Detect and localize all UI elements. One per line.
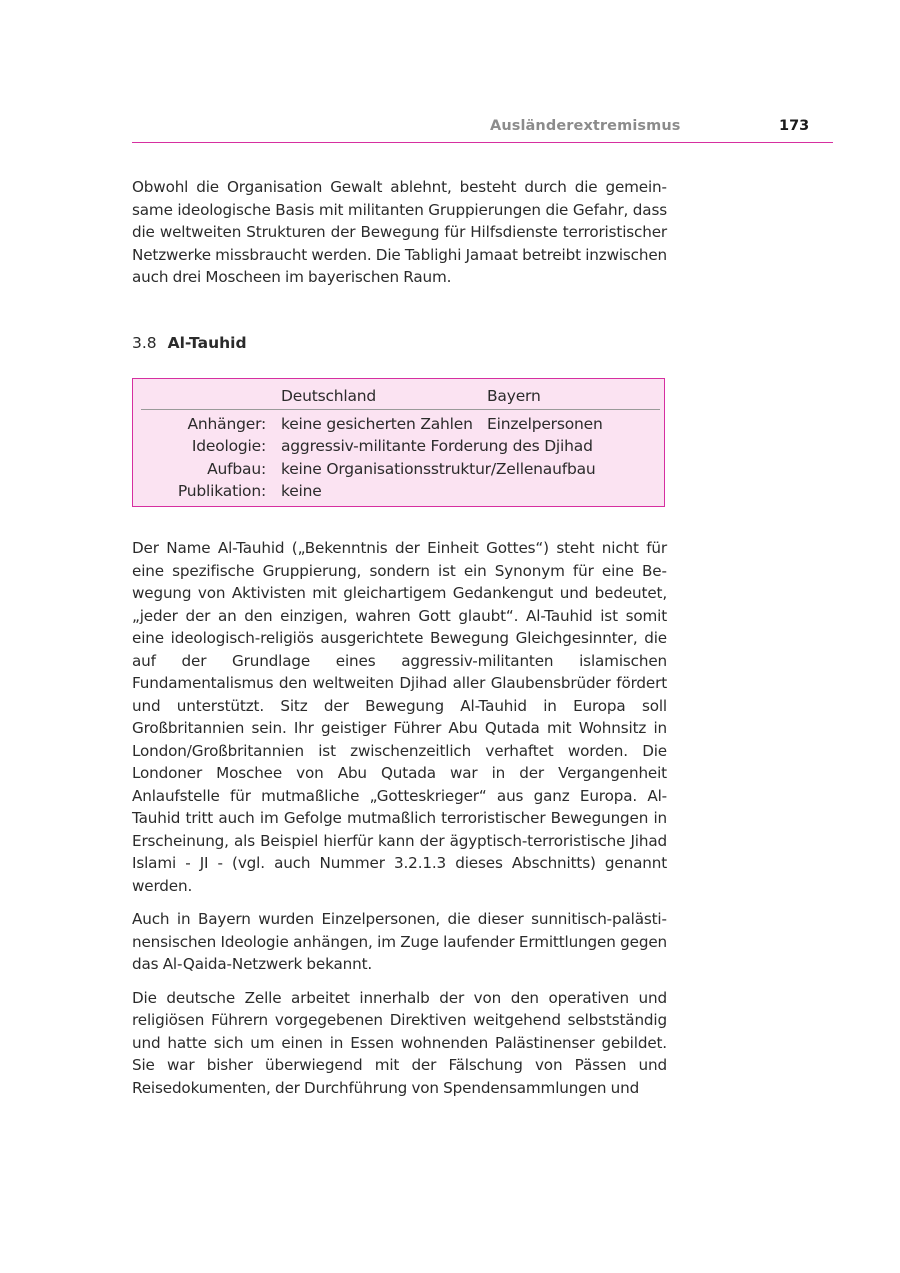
row-label: Ideologie: <box>191 437 266 455</box>
body-paragraph-2: Auch in Bayern wurden Einzelpersonen, die dieser sunnitisch-palästinensischen Ideologie anhängen, im Zuge laufender Ermittlungen gegen das Al-Qaida-Netzwerk bekannt. <box>132 910 667 973</box>
running-header <box>132 118 833 143</box>
row-label: Aufbau: <box>207 460 266 478</box>
column-header-bayern: Bayern <box>487 387 541 405</box>
row-value-deutschland: aggressiv-militante Forderung des Djihad <box>281 437 593 455</box>
body-paragraph-3: Die deutsche Zelle arbeitet innerhalb der von den operativen und religiösen Führern vorgegebenen Direktiven weitgehend selbstständig und hatte sich um einen in Essen wohnenden Palästinenser gebildet. Sie war bisher überwiegend mit der Fälschung von Pässen und Reisedokumenten, der Durchführung von Spendensammlungen und <box>132 988 667 1097</box>
page-number: 173 <box>779 118 810 134</box>
row-label: Publikation: <box>177 482 266 500</box>
info-row-anhaenger <box>133 413 664 436</box>
row-value-deutschland: keine gesicherten Zahlen <box>281 415 473 433</box>
column-header-deutschland: Deutschland <box>281 387 377 405</box>
header-divider <box>141 409 660 410</box>
info-box <box>132 378 665 507</box>
intro-text <box>132 176 667 289</box>
body-text <box>132 537 667 1099</box>
section-title: Al-Tauhid <box>167 334 247 352</box>
info-row-aufbau <box>133 458 664 481</box>
row-value-bayern: Einzelpersonen <box>487 415 603 433</box>
body-paragraph-1: Der Name Al-Tauhid („Bekenntnis der Einheit Gottes“) steht nicht für eine spezifische Gruppierung, sondern ist ein Synonym für eine Bewegung von Aktivisten mit gleichartigem Gedankengut und bedeutet, „jeder der an den einzigen, wahren Gott glaubt“. Al-Tauhid ist somit eine ideologisch-religiös ausgerichtete Bewegung Gleichgesinnter, die auf der Grundlage eines aggressiv-militanten islamischen Fundamentalismus den weltweiten Djihad aller Glaubensbrüder fördert und unterstützt. Sitz der Bewegung Al-Tauhid in Europa soll Großbritannien sein. Ihr geistiger Führer Abu Qutada mit Wohnsitz in London/Großbritannien ist zwischenzeitlich verhaftet worden. Die Londoner Moschee von Abu Qutada war in der Vergangenheit Anlaufstelle für mutmaßliche „Gotteskrieger“ aus ganz Europa. Al-Tauhid tritt auch im Gefolge mutmaßlich terroristischer Bewegungen in Erscheinung, als Beispiel hierfür kann der ägyptisch-terroristische Jihad Islami - JI - (vgl. auch Nummer 3.2.1.3 dieses Abschnitts) genannt werden. <box>132 539 667 895</box>
info-row-ideologie <box>133 435 664 458</box>
row-value-deutschland: keine <box>281 482 322 500</box>
row-value-deutschland: keine Organisationsstruktur/Zellenaufbau <box>281 460 596 478</box>
intro-paragraph: Obwohl die Organisation Gewalt ablehnt, besteht durch die gemeinsame ideologische Basis mit militanten Gruppierungen die Gefahr, dass die weltweiten Strukturen der Bewegung für Hilfsdienste terroristischer Netzwerke missbraucht werden. Die Tablighi Jamaat betreibt inzwischen auch drei Moscheen im bayerischen Raum. <box>132 178 668 286</box>
running-title: Ausländerextremismus <box>490 118 681 134</box>
info-row-publikation <box>133 480 664 503</box>
row-label: Anhänger: <box>187 415 266 433</box>
section-heading <box>132 334 247 352</box>
section-number: 3.8 <box>132 334 157 352</box>
